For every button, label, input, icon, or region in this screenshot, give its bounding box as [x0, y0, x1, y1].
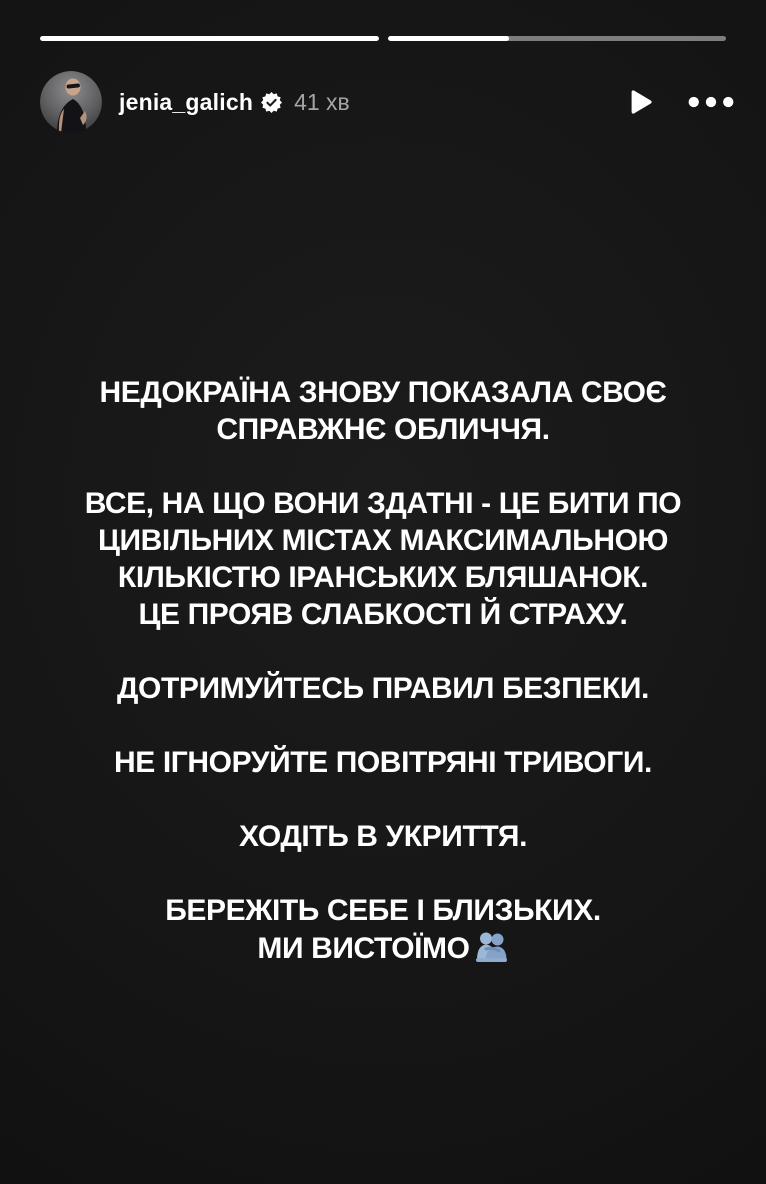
play-icon — [624, 85, 656, 119]
story-text — [30, 374, 736, 1004]
progress-segment-2 — [388, 36, 727, 41]
story-text-line: ХОДІТЬ В УКРИТТЯ. — [239, 820, 527, 853]
story-text-paragraph — [30, 374, 736, 448]
progress-segment-1 — [40, 36, 379, 41]
story-progress-bar — [40, 36, 726, 41]
story-text-paragraph — [30, 670, 736, 707]
people-hugging-emoji — [473, 929, 509, 965]
story-text-line: СПРАВЖНЄ ОБЛИЧЧЯ. — [216, 413, 550, 446]
story-text-line: КІЛЬКІСТЮ ІРАНСЬКИХ БЛЯШАНОК. — [117, 561, 649, 594]
story-text-line: БЕРЕЖІТЬ СЕБЕ І БЛИЗЬКИХ. — [165, 894, 601, 927]
story-text-paragraph — [30, 818, 736, 855]
avatar[interactable] — [40, 71, 102, 133]
story-text-line: НЕ ІГНОРУЙТЕ ПОВІТРЯНІ ТРИВОГИ. — [114, 746, 652, 779]
more-options-icon — [688, 96, 734, 108]
header-actions — [624, 85, 734, 119]
avatar-photo — [40, 71, 102, 133]
story-text-line: ДОТРИМУЙТЕСЬ ПРАВИЛ БЕЗПЕКИ. — [117, 672, 649, 705]
story-text-line: ВСЕ, НА ЩО ВОНИ ЗДАТНІ - ЦЕ БИТИ ПО — [84, 487, 682, 520]
story-text-paragraph — [30, 485, 736, 633]
story-text-line: ЦЕ ПРОЯВ СЛАБКОСТІ Й СТРАХУ. — [138, 598, 628, 631]
story-text-paragraph — [30, 744, 736, 781]
username[interactable]: jenia_galich — [119, 88, 254, 115]
story-text-line: НЕДОКРАЇНА ЗНОВУ ПОКАЗАЛА СВОЄ — [99, 376, 667, 409]
user-block — [119, 89, 350, 116]
story-text-line: ЦИВІЛЬНИХ МІСТАХ МАКСИМАЛЬНОЮ — [97, 524, 669, 557]
play-button[interactable] — [624, 85, 656, 119]
story-header — [40, 70, 734, 134]
progress-fill — [388, 36, 510, 41]
story-text-paragraph — [30, 892, 736, 967]
story-text-line: МИ ВИСТОЇМО — [30, 929, 736, 967]
progress-fill — [40, 36, 379, 41]
verified-badge-icon — [261, 92, 282, 113]
more-options-button[interactable] — [688, 96, 734, 108]
story-timestamp: 41 хв — [294, 88, 350, 115]
